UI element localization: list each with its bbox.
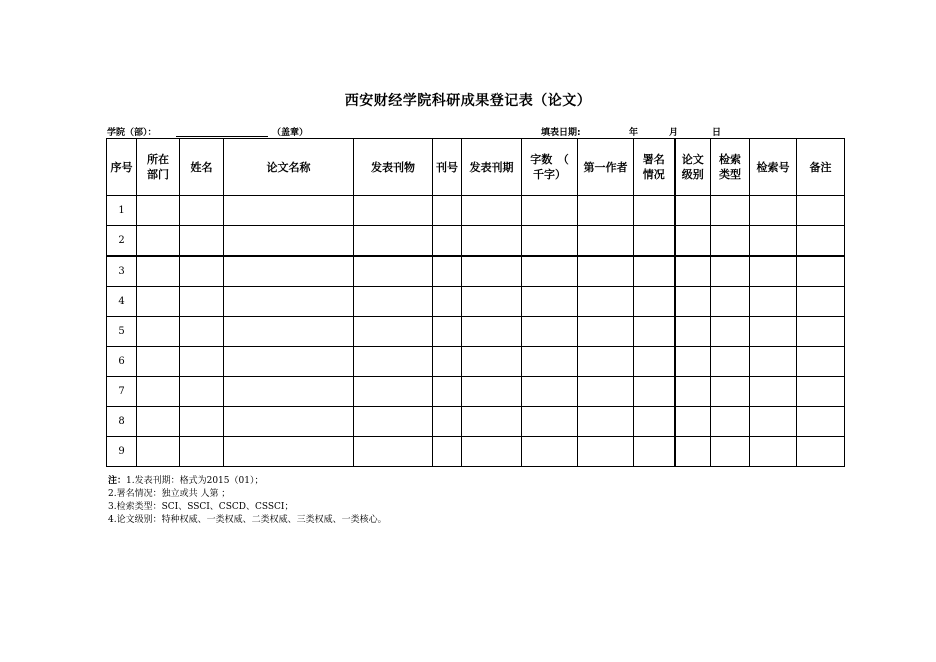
cell-name[interactable] [180, 437, 224, 467]
header-word-count: 字数 （ 千字） [522, 139, 578, 196]
cell-first-author[interactable] [578, 196, 634, 226]
table-row [107, 196, 845, 226]
cell-authorship[interactable] [634, 377, 675, 407]
cell-paper-title[interactable] [224, 317, 354, 347]
cell-journal[interactable] [354, 437, 433, 467]
cell-issue[interactable] [462, 437, 522, 467]
row-number: 7 [107, 377, 137, 407]
table-row [107, 437, 845, 467]
cell-paper-title[interactable] [224, 287, 354, 317]
cell-issn[interactable] [433, 377, 462, 407]
cell-remarks[interactable] [797, 437, 845, 467]
header-journal: 发表刊物 [354, 139, 433, 196]
header-row [107, 139, 845, 196]
cell-paper-title[interactable] [224, 347, 354, 377]
cell-issn[interactable] [433, 287, 462, 317]
cell-journal[interactable] [354, 226, 433, 257]
cell-paper-level[interactable] [675, 317, 711, 347]
row-number: 8 [107, 407, 137, 437]
cell-authorship[interactable] [634, 317, 675, 347]
cell-issn[interactable] [433, 226, 462, 257]
cell-remarks[interactable] [797, 317, 845, 347]
header-issn: 刊号 [433, 139, 462, 196]
cell-paper-level[interactable] [675, 226, 711, 257]
cell-index-number[interactable] [750, 347, 797, 377]
cell-name[interactable] [180, 196, 224, 226]
cell-index-type[interactable] [711, 226, 750, 257]
cell-remarks[interactable] [797, 287, 845, 317]
cell-department[interactable] [137, 256, 180, 287]
cell-paper-title[interactable] [224, 377, 354, 407]
cell-index-number[interactable] [750, 226, 797, 257]
row-number: 3 [107, 256, 137, 287]
cell-journal[interactable] [354, 287, 433, 317]
cell-remarks[interactable] [797, 196, 845, 226]
cell-word-count[interactable] [522, 317, 578, 347]
cell-word-count[interactable] [522, 287, 578, 317]
table-row [107, 256, 845, 287]
form-title: 西安财经学院科研成果登记表（论文） [344, 93, 592, 109]
cell-word-count[interactable] [522, 347, 578, 377]
table-row [107, 407, 845, 437]
cell-issue[interactable] [462, 377, 522, 407]
cell-issue[interactable] [462, 407, 522, 437]
cell-name[interactable] [180, 256, 224, 287]
cell-index-type[interactable] [711, 377, 750, 407]
cell-department[interactable] [137, 347, 180, 377]
note-line-3: 3.检索类型：SCI、SSCI、CSCD、CSSCI； [108, 502, 294, 512]
cell-name[interactable] [180, 347, 224, 377]
note-line-4: 4.论文级别：特种权威、一类权威、二类权威、三类权威、一类核心。 [108, 515, 387, 525]
header-seq: 序号 [107, 139, 137, 196]
cell-department[interactable] [137, 407, 180, 437]
row-number: 1 [107, 196, 137, 226]
header-index-type: 检索 类型 [711, 139, 750, 196]
header-issue: 发表刊期 [462, 139, 522, 196]
cell-remarks[interactable] [797, 407, 845, 437]
cell-issue[interactable] [462, 196, 522, 226]
cell-first-author[interactable] [578, 287, 634, 317]
cell-journal[interactable] [354, 377, 433, 407]
cell-paper-level[interactable] [675, 407, 711, 437]
cell-issue[interactable] [462, 256, 522, 287]
cell-department[interactable] [137, 196, 180, 226]
cell-index-number[interactable] [750, 317, 797, 347]
cell-issn[interactable] [433, 437, 462, 467]
paper-registration-table [106, 138, 845, 467]
cell-index-type[interactable] [711, 347, 750, 377]
cell-paper-level[interactable] [675, 287, 711, 317]
cell-first-author[interactable] [578, 407, 634, 437]
cell-authorship[interactable] [634, 347, 675, 377]
cell-paper-title[interactable] [224, 226, 354, 257]
cell-journal[interactable] [354, 347, 433, 377]
cell-paper-title[interactable] [224, 256, 354, 287]
notes-prefix: 注： [108, 476, 127, 486]
cell-paper-level[interactable] [675, 377, 711, 407]
table-row [107, 347, 845, 377]
department-blank-line [176, 136, 268, 137]
cell-word-count[interactable] [522, 407, 578, 437]
cell-journal[interactable] [354, 407, 433, 437]
cell-issue[interactable] [462, 347, 522, 377]
cell-issn[interactable] [433, 196, 462, 226]
cell-name[interactable] [180, 226, 224, 257]
cell-issue[interactable] [462, 287, 522, 317]
cell-department[interactable] [137, 437, 180, 467]
cell-first-author[interactable] [578, 347, 634, 377]
cell-paper-title[interactable] [224, 407, 354, 437]
cell-name[interactable] [180, 287, 224, 317]
fill-date-label: 填表日期: [541, 128, 581, 138]
cell-journal[interactable] [354, 196, 433, 226]
cell-issue[interactable] [462, 317, 522, 347]
cell-issn[interactable] [433, 256, 462, 287]
cell-paper-level[interactable] [675, 347, 711, 377]
cell-paper-title[interactable] [224, 196, 354, 226]
row-number: 9 [107, 437, 137, 467]
table-row [107, 317, 845, 347]
row-number: 4 [107, 287, 137, 317]
cell-index-type[interactable] [711, 287, 750, 317]
cell-word-count[interactable] [522, 256, 578, 287]
cell-name[interactable] [180, 407, 224, 437]
cell-authorship[interactable] [634, 256, 675, 287]
cell-authorship[interactable] [634, 226, 675, 257]
cell-paper-level[interactable] [675, 437, 711, 467]
cell-authorship[interactable] [634, 407, 675, 437]
cell-first-author[interactable] [578, 377, 634, 407]
header-paper-level: 论文 级别 [675, 139, 711, 196]
cell-paper-level[interactable] [675, 256, 711, 287]
note-line-1 [108, 475, 387, 488]
cell-first-author[interactable] [578, 317, 634, 347]
cell-index-number[interactable] [750, 196, 797, 226]
cell-word-count[interactable] [522, 196, 578, 226]
cell-remarks[interactable] [797, 226, 845, 257]
cell-issn[interactable] [433, 347, 462, 377]
cell-first-author[interactable] [578, 256, 634, 287]
table-row [107, 226, 845, 257]
cell-index-number[interactable] [750, 407, 797, 437]
cell-word-count[interactable] [522, 437, 578, 467]
note-line-2: 2.署名情况：独立或共 人第 ； [108, 489, 231, 499]
cell-remarks[interactable] [797, 347, 845, 377]
department-label: 学院（部）： [107, 128, 157, 138]
cell-remarks[interactable] [797, 256, 845, 287]
cell-issue[interactable] [462, 226, 522, 257]
year-label: 年 [629, 128, 639, 138]
cell-department[interactable] [137, 226, 180, 257]
table-row [107, 377, 845, 407]
cell-word-count[interactable] [522, 226, 578, 257]
cell-word-count[interactable] [522, 377, 578, 407]
cell-paper-title[interactable] [224, 437, 354, 467]
cell-index-number[interactable] [750, 287, 797, 317]
month-label: 月 [669, 128, 679, 138]
cell-first-author[interactable] [578, 437, 634, 467]
cell-authorship[interactable] [634, 287, 675, 317]
row-number: 2 [107, 226, 137, 257]
header-department: 所在 部门 [137, 139, 180, 196]
cell-issn[interactable] [433, 407, 462, 437]
notes-section [108, 475, 387, 527]
header-index-number: 检索号 [750, 139, 797, 196]
cell-journal[interactable] [354, 317, 433, 347]
cell-index-number[interactable] [750, 377, 797, 407]
seal-label: （盖章） [272, 128, 309, 138]
header-name: 姓名 [180, 139, 224, 196]
cell-index-type[interactable] [711, 437, 750, 467]
cell-index-type[interactable] [711, 196, 750, 226]
header-remarks: 备注 [797, 139, 845, 196]
cell-authorship[interactable] [634, 437, 675, 467]
cell-index-type[interactable] [711, 407, 750, 437]
row-number: 5 [107, 317, 137, 347]
cell-remarks[interactable] [797, 377, 845, 407]
table-row [107, 287, 845, 317]
cell-name[interactable] [180, 377, 224, 407]
cell-department[interactable] [137, 287, 180, 317]
cell-name[interactable] [180, 317, 224, 347]
cell-authorship[interactable] [634, 196, 675, 226]
header-first-author: 第一作者 [578, 139, 634, 196]
cell-department[interactable] [137, 317, 180, 347]
cell-index-number[interactable] [750, 256, 797, 287]
header-authorship: 署名 情况 [634, 139, 675, 196]
cell-index-type[interactable] [711, 256, 750, 287]
cell-journal[interactable] [354, 256, 433, 287]
cell-department[interactable] [137, 377, 180, 407]
cell-first-author[interactable] [578, 226, 634, 257]
cell-index-number[interactable] [750, 437, 797, 467]
cell-index-type[interactable] [711, 317, 750, 347]
header-paper-title: 论文名称 [224, 139, 354, 196]
cell-issn[interactable] [433, 317, 462, 347]
day-label: 日 [712, 128, 722, 138]
cell-paper-level[interactable] [675, 196, 711, 226]
row-number: 6 [107, 347, 137, 377]
note-text-1: 1.发表刊期：格式为2015（01）； [126, 476, 264, 486]
